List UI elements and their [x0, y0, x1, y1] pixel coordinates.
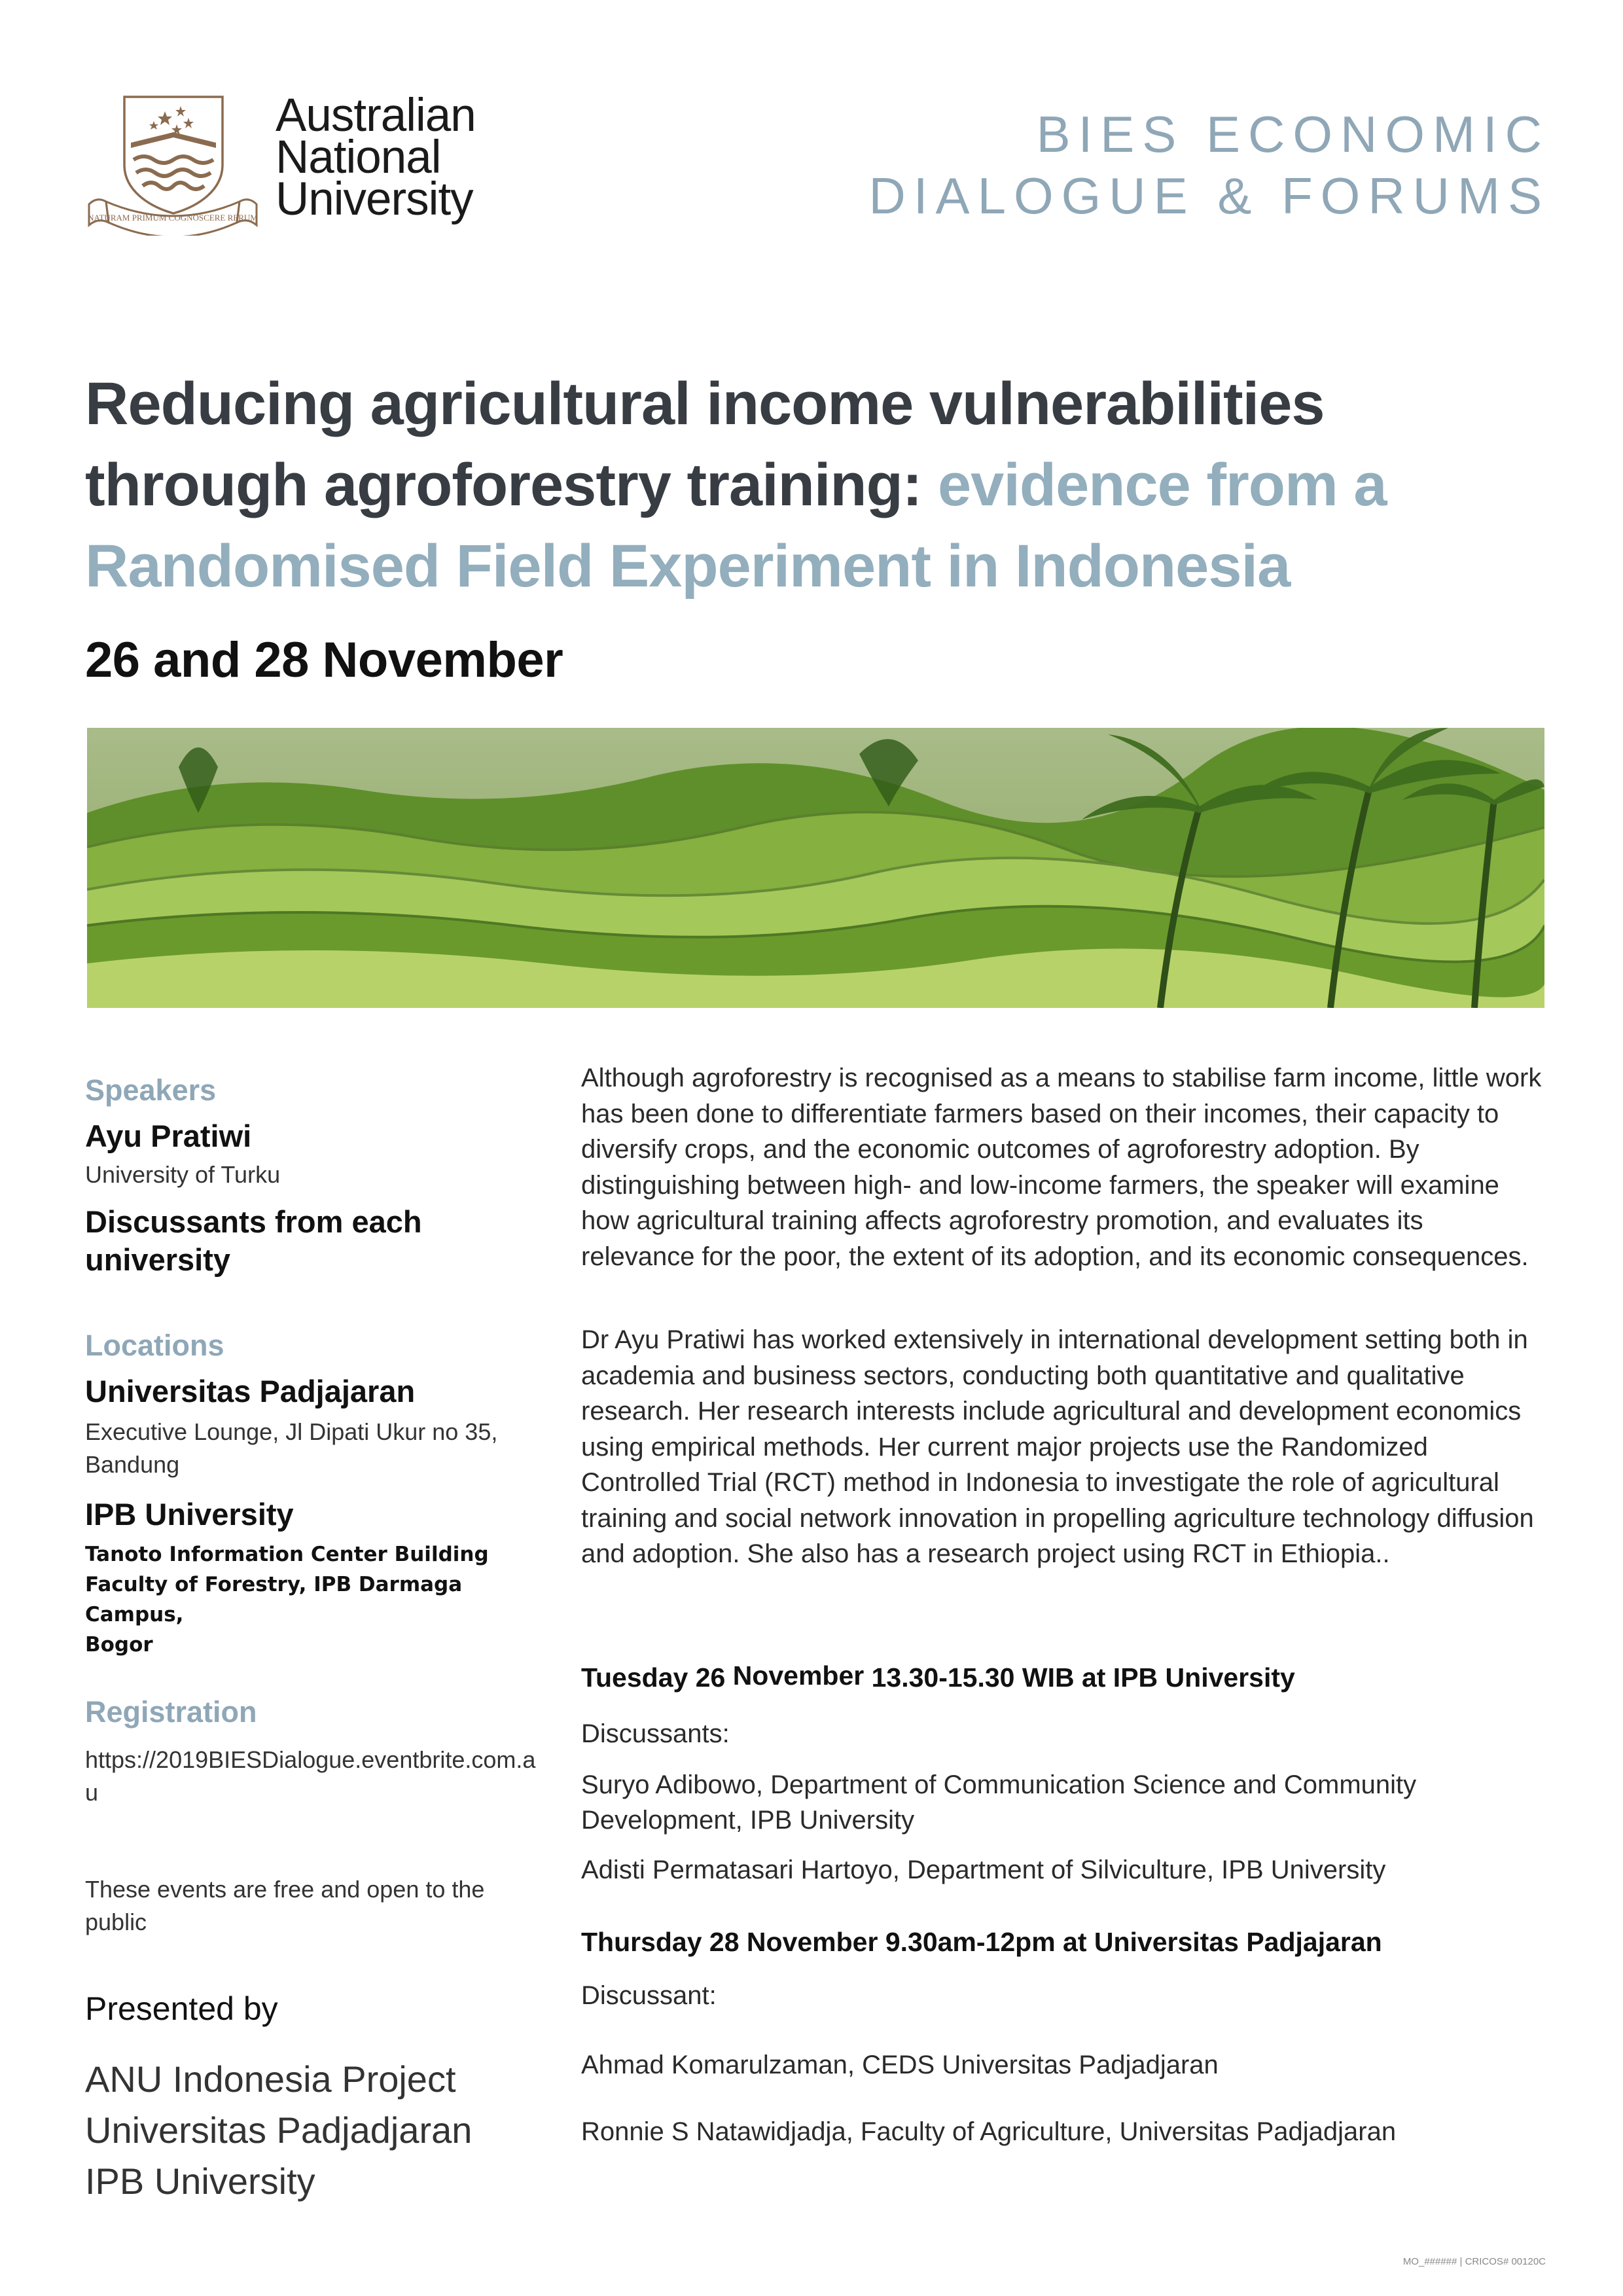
- abstract-paragraph: Although agroforestry is recognised as a means to stabilise farm income, little work has been done to differentiate farmers based on their incomes, their capacity to diversify crops, and the economic outcomes of agroforestry adoption. By distinguishing between high- and low-income farmers, the speaker will examine how agricultural training affects agroforestry promotion, and evaluates its relevance for the poor, the extent of its adoption, and its economic consequences.: [581, 1064, 1542, 1271]
- series-title-line-2: DIALOGUE & FORUMS: [868, 167, 1550, 224]
- session-2-discussant-1: Ahmad Komarulzaman, CEDS Universitas Padjadjaran: [581, 2051, 1219, 2079]
- speaker-bio-paragraph: Dr Ayu Pratiwi has worked extensively in international development setting both in academia and business sectors, conducting both quantitative and qualitative research. Her research interests include agricultural and development economics using empirical methods. Her current major projects use the Randomized Controlled Trial (RCT) method in Indonesia to investigate the role of agricultural training and social network innovation in propelling agriculture technology diffusion and adoption. She also has a research project using RCT in Ethiopia..: [581, 1325, 1534, 1568]
- series-title: [869, 103, 1550, 226]
- event-title: [85, 363, 1558, 607]
- footer-code: MO_###### | CRICOS# 00120C: [1402, 2256, 1546, 2267]
- session-1-discussants-label: Discussants:: [581, 1719, 730, 1748]
- registration-heading: Registration: [85, 1695, 257, 1729]
- discussants-note: Discussants from each university: [85, 1204, 422, 1277]
- rice-terrace-illustration: [87, 728, 1544, 1008]
- session-1-day: Tuesday 26: [581, 1662, 726, 1693]
- wordmark-line-1: Australian: [276, 90, 476, 141]
- session-2-discussant-2: Ronnie S Natawidjadja, Faculty of Agriculture, Universitas Padjadjaran: [581, 2117, 1397, 2146]
- location-2-name: IPB University: [85, 1497, 294, 1532]
- presenter-list: [85, 2054, 582, 2207]
- presenter-2: Universitas Padjadjaran: [85, 2109, 473, 2151]
- anu-crest-icon: [84, 92, 262, 236]
- session-2-heading: Thursday 28 November 9.30am-12pm at Universitas Padjajaran: [581, 1927, 1382, 1957]
- anu-wordmark: [276, 90, 476, 225]
- location-2-address-line-2: Faculty of Forestry, IPB Darmaga Campus,: [85, 1573, 463, 1626]
- speaker-affiliation: University of Turku: [85, 1161, 281, 1188]
- wordmark-line-3: University: [276, 173, 473, 225]
- presenter-3: IPB University: [85, 2161, 315, 2202]
- location-2-address-line-3: Bogor: [85, 1633, 153, 1657]
- session-2-discussant-label: Discussant:: [581, 1981, 717, 2010]
- location-1-name: Universitas Padjajaran: [85, 1374, 416, 1408]
- presenter-1: ANU Indonesia Project: [85, 2058, 456, 2100]
- wordmark-line-2: National: [276, 132, 441, 183]
- location-1-address: Executive Lounge, Jl Dipati Ukur no 35, Bandung: [85, 1418, 498, 1478]
- anu-logo: [84, 92, 503, 236]
- series-title-line-1: BIES ECONOMIC: [1036, 105, 1550, 163]
- event-title-accent: evidence from a Randomised Field Experiment in Indonesia: [85, 452, 1387, 600]
- speakers-heading: Speakers: [85, 1073, 217, 1107]
- session-1-heading: [581, 1662, 1543, 1693]
- session-1-discussant-2: Adisti Permatasari Hartoyo, Department of Silviculture, IPB University: [581, 1856, 1386, 1884]
- event-date: 26 and 28 November: [85, 632, 563, 688]
- speaker-name: Ayu Pratiwi: [85, 1119, 252, 1153]
- presented-by-label: Presented by: [85, 1990, 278, 2027]
- locations-heading: Locations: [85, 1329, 224, 1362]
- session-1-time-place: 13.30-15.30 WIB at IPB University: [871, 1662, 1295, 1693]
- location-2-address: [85, 1539, 530, 1660]
- rice-terrace-photo: [87, 728, 1544, 1008]
- location-2-address-line-1: Tanoto Information Center Building: [85, 1543, 489, 1566]
- free-event-note: These events are free and open to the public: [85, 1876, 485, 1935]
- session-1-discussant-1: Suryo Adibowo, Department of Communication Science and Community Development, IPB University: [581, 1770, 1417, 1835]
- session-1-month: November: [732, 1660, 865, 1691]
- event-title-main: Reducing agricultural income vulnerabilities through agroforestry training:: [85, 370, 1325, 518]
- crest-motto: NATURAM PRIMUM COGNOSCERE RERUM: [88, 213, 258, 223]
- registration-link[interactable]: https://2019BIESDialogue.eventbrite.com.au: [85, 1746, 536, 1806]
